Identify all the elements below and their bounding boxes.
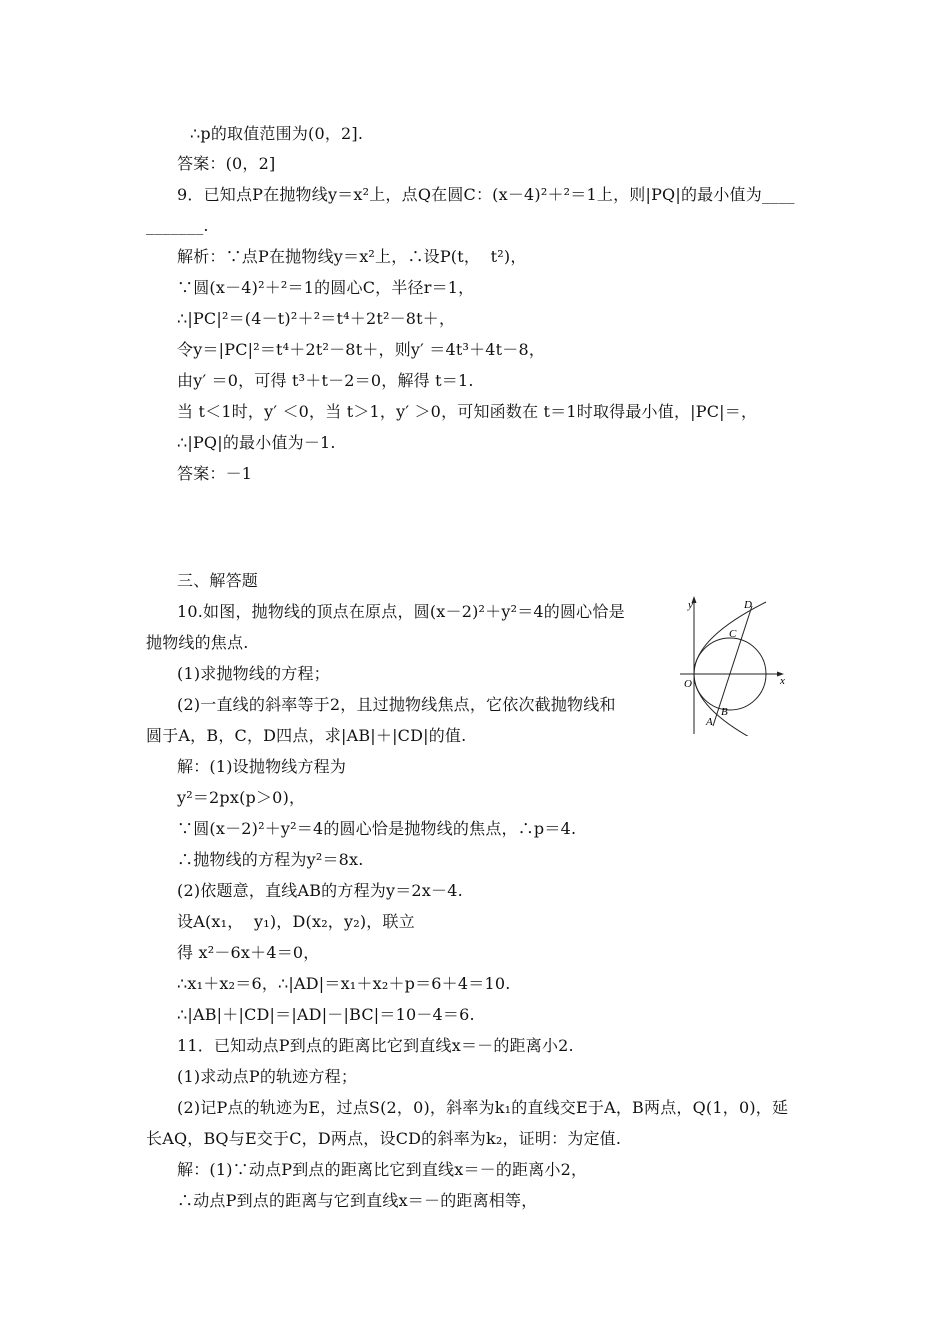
text-line: (2)依题意，直线AB的方程为y＝2x－4. bbox=[177, 881, 463, 900]
label-x: x bbox=[780, 675, 785, 687]
text-line: 长AQ，BQ与E交于C，D两点，设CD的斜率为k₂，证明：为定值. bbox=[146, 1129, 622, 1148]
label-d: D bbox=[744, 599, 752, 611]
text-line: (1)求动点P的轨迹方程； bbox=[177, 1067, 358, 1086]
text-line: 设A(x₁， y₁)，D(x₂，y₂)，联立 bbox=[177, 912, 415, 931]
label-a: A bbox=[706, 716, 713, 728]
text-line: 11．已知动点P到点的距离比它到直线x＝－的距离小2. bbox=[177, 1036, 574, 1055]
text-line: ∵圆(x－4)²＋²＝1的圆心C，半径r＝1， bbox=[177, 278, 475, 297]
text-line: ∴|PQ|的最小值为－1. bbox=[177, 433, 336, 452]
text-line: ∴动点P到点的距离与它到直线x＝－的距离相等， bbox=[177, 1191, 538, 1210]
text-line: ∴|PC|²＝(4－t)²＋²＝t⁴＋2t²－8t＋， bbox=[177, 309, 456, 328]
text-line: 10.如图，抛物线的顶点在原点，圆(x－2)²＋y²＝4的圆心恰是 bbox=[177, 602, 625, 621]
parabola bbox=[694, 602, 766, 736]
line-ad bbox=[713, 606, 752, 726]
text-line: 抛物线的焦点. bbox=[146, 633, 249, 652]
text-line: 当 t＜1时，y′ ＜0，当 t＞1，y′ ＞0，可知函数在 t＝1时取得最小值，|PC|＝， bbox=[177, 402, 758, 421]
text-line: 圆于A，B，C，D四点，求|AB|＋|CD|的值. bbox=[146, 726, 467, 745]
label-y: y bbox=[688, 599, 693, 611]
text-line: 解：(1)∵动点P到点的距离比它到直线x＝－的距离小2， bbox=[177, 1160, 588, 1179]
text-line: _______. bbox=[146, 216, 209, 235]
text-line: 由y′ ＝0，可得 t³＋t－2＝0，解得 t＝1. bbox=[177, 371, 474, 390]
label-b: B bbox=[721, 706, 728, 718]
parabola-circle-figure bbox=[676, 594, 798, 736]
text-line: 令y＝|PC|²＝t⁴＋2t²－8t＋，则y′ ＝4t³＋4t－8， bbox=[177, 340, 546, 359]
text-line: 解：(1)设抛物线方程为 bbox=[177, 757, 347, 776]
label-c: C bbox=[729, 628, 737, 640]
text-line: y²＝2px(p＞0)， bbox=[177, 788, 306, 807]
text-line: 答案：－1 bbox=[177, 464, 253, 483]
text-line: (2)记P点的轨迹为E，过点S(2，0)，斜率为k₁的直线交E于A，B两点，Q(1，0)，延 bbox=[177, 1098, 789, 1117]
text-line: (2)一直线的斜率等于2，且过抛物线焦点，它依次截抛物线和 bbox=[177, 695, 616, 714]
section-heading: 三、解答题 bbox=[177, 571, 259, 590]
text-line: 解析：∵点P在抛物线y＝x²上，∴设P(t， t²)， bbox=[177, 247, 527, 266]
text-line: ∴抛物线的方程为y²＝8x. bbox=[177, 850, 364, 869]
label-o: O bbox=[684, 678, 692, 690]
text-line: ∵圆(x－2)²＋y²＝4的圆心恰是抛物线的焦点，∴p＝4. bbox=[177, 819, 577, 838]
text-line: 9．已知点P在抛物线y＝x²上，点Q在圆C：(x－4)²＋²＝1上，则|PQ|的最小值为____ bbox=[177, 185, 795, 204]
text-line: 答案：(0，2] bbox=[177, 154, 276, 173]
text-line: ∴p的取值范围为(0，2]. bbox=[190, 124, 364, 143]
text-line: (1)求抛物线的方程； bbox=[177, 664, 330, 683]
text-line: 得 x²－6x＋4＝0， bbox=[177, 943, 320, 962]
text-line: ∴|AB|＋|CD|＝|AD|－|BC|＝10－4＝6. bbox=[177, 1005, 475, 1024]
text-line: ∴x₁＋x₂＝6，∴|AD|＝x₁＋x₂＋p＝6＋4＝10. bbox=[177, 974, 511, 993]
